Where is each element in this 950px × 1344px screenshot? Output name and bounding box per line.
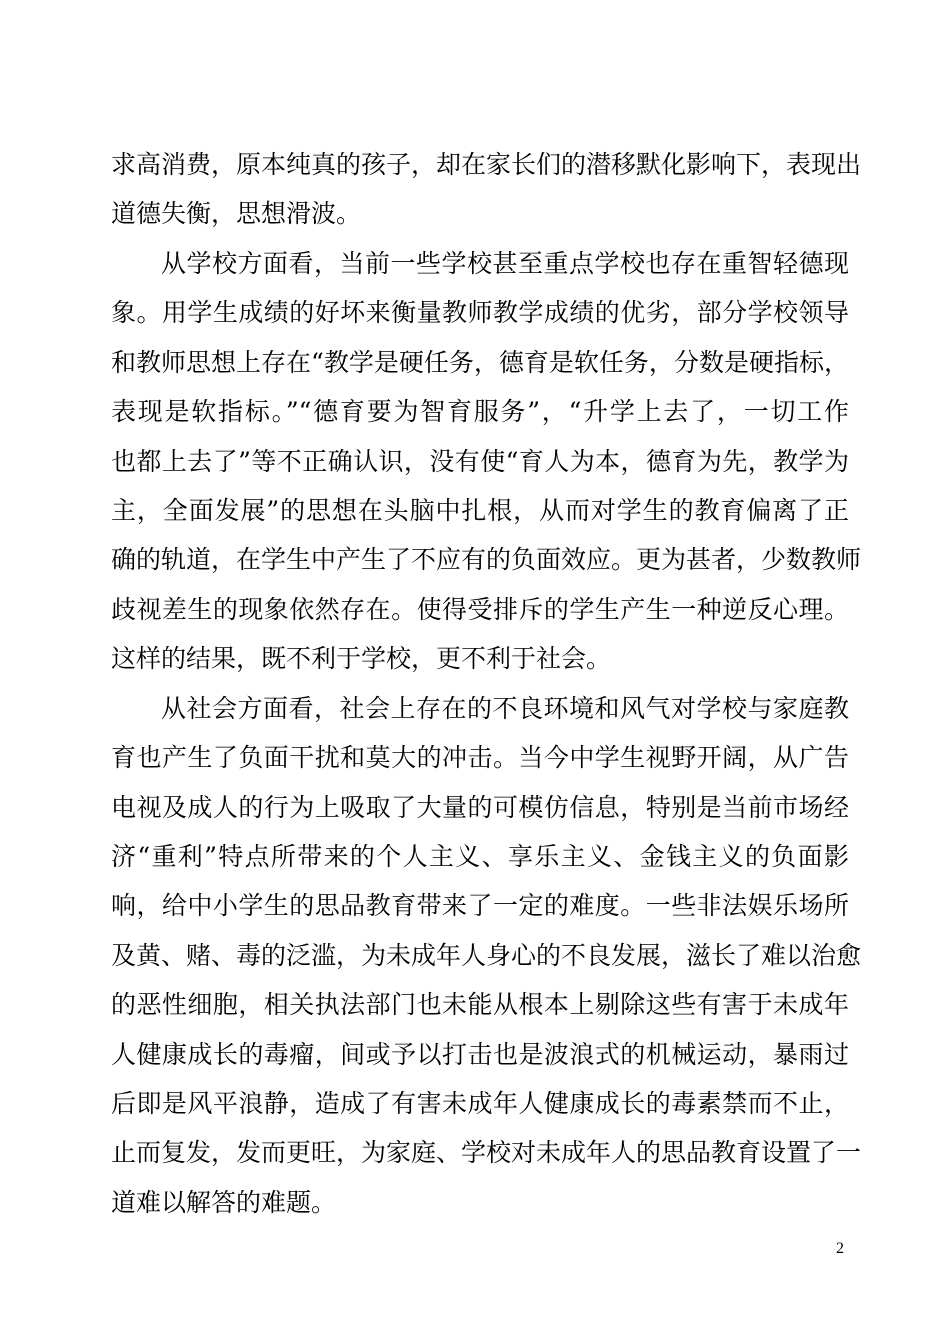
text-line: 电视及成人的行为上吸取了大量的可模仿信息，特别是当前市场经 [111,793,849,822]
text-line: 和教师思想上存在“教学是硬任务，德育是软任务，分数是硬指标， [111,348,849,377]
text-line: 响，给中小学生的思品教育带来了一定的难度。一些非法娱乐场所 [111,891,849,920]
text-line: 止而复发，发而更旺，为家庭、学校对未成年人的思品教育设置了一 [111,1138,862,1167]
text-line: 的恶性细胞，相关执法部门也未能从根本上剔除这些有害于未成年 [111,990,849,1019]
text-line: 人健康成长的毒瘤，间或予以打击也是波浪式的机械运动，暴雨过 [111,1040,849,1069]
text-line: 确的轨道，在学生中产生了不应有的负面效应。更为甚者，少数教师 [111,545,862,574]
text-line: 道德失衡，思想滑波。 [111,199,362,228]
text-line: 这样的结果，既不利于学校，更不利于社会。 [111,644,612,673]
text-line: 育也产生了负面干扰和莫大的冲击。当今中学生视野开阔，从广告 [111,743,849,772]
paragraph-start-line: 从学校方面看，当前一些学校甚至重点学校也存在重智轻德现 [161,249,849,278]
text-line: 也都上去了”等不正确认识，没有使“育人为本，德育为先，教学为 [111,447,849,476]
text-line: 及黄、赌、毒的泛滥，为未成年人身心的不良发展，滋长了难以治愈 [111,941,862,970]
text-line: 表现是软指标。”“德育要为智育服务”，“升学上去了，一切工作 [111,397,849,426]
text-line: 求高消费，原本纯真的孩子，却在家长们的潜移默化影响下，表现出 [111,150,862,179]
text-line: 主，全面发展”的思想在头脑中扎根，从而对学生的教育偏离了正 [111,496,849,525]
text-line: 济“重利”特点所带来的个人主义、享乐主义、金钱主义的负面影 [111,842,849,871]
page-number: 2 [836,1240,844,1257]
text-line: 道难以解答的难题。 [111,1188,337,1217]
text-line: 象。用学生成绩的好坏来衡量教师教学成绩的优劣，部分学校领导 [111,298,849,327]
text-line: 后即是风平浪静，造成了有害未成年人健康成长的毒素禁而不止， [111,1089,849,1118]
paragraph-start-line: 从社会方面看，社会上存在的不良环境和风气对学校与家庭教 [161,694,849,723]
text-line: 歧视差生的现象依然存在。使得受排斥的学生产生一种逆反心理。 [111,595,849,624]
